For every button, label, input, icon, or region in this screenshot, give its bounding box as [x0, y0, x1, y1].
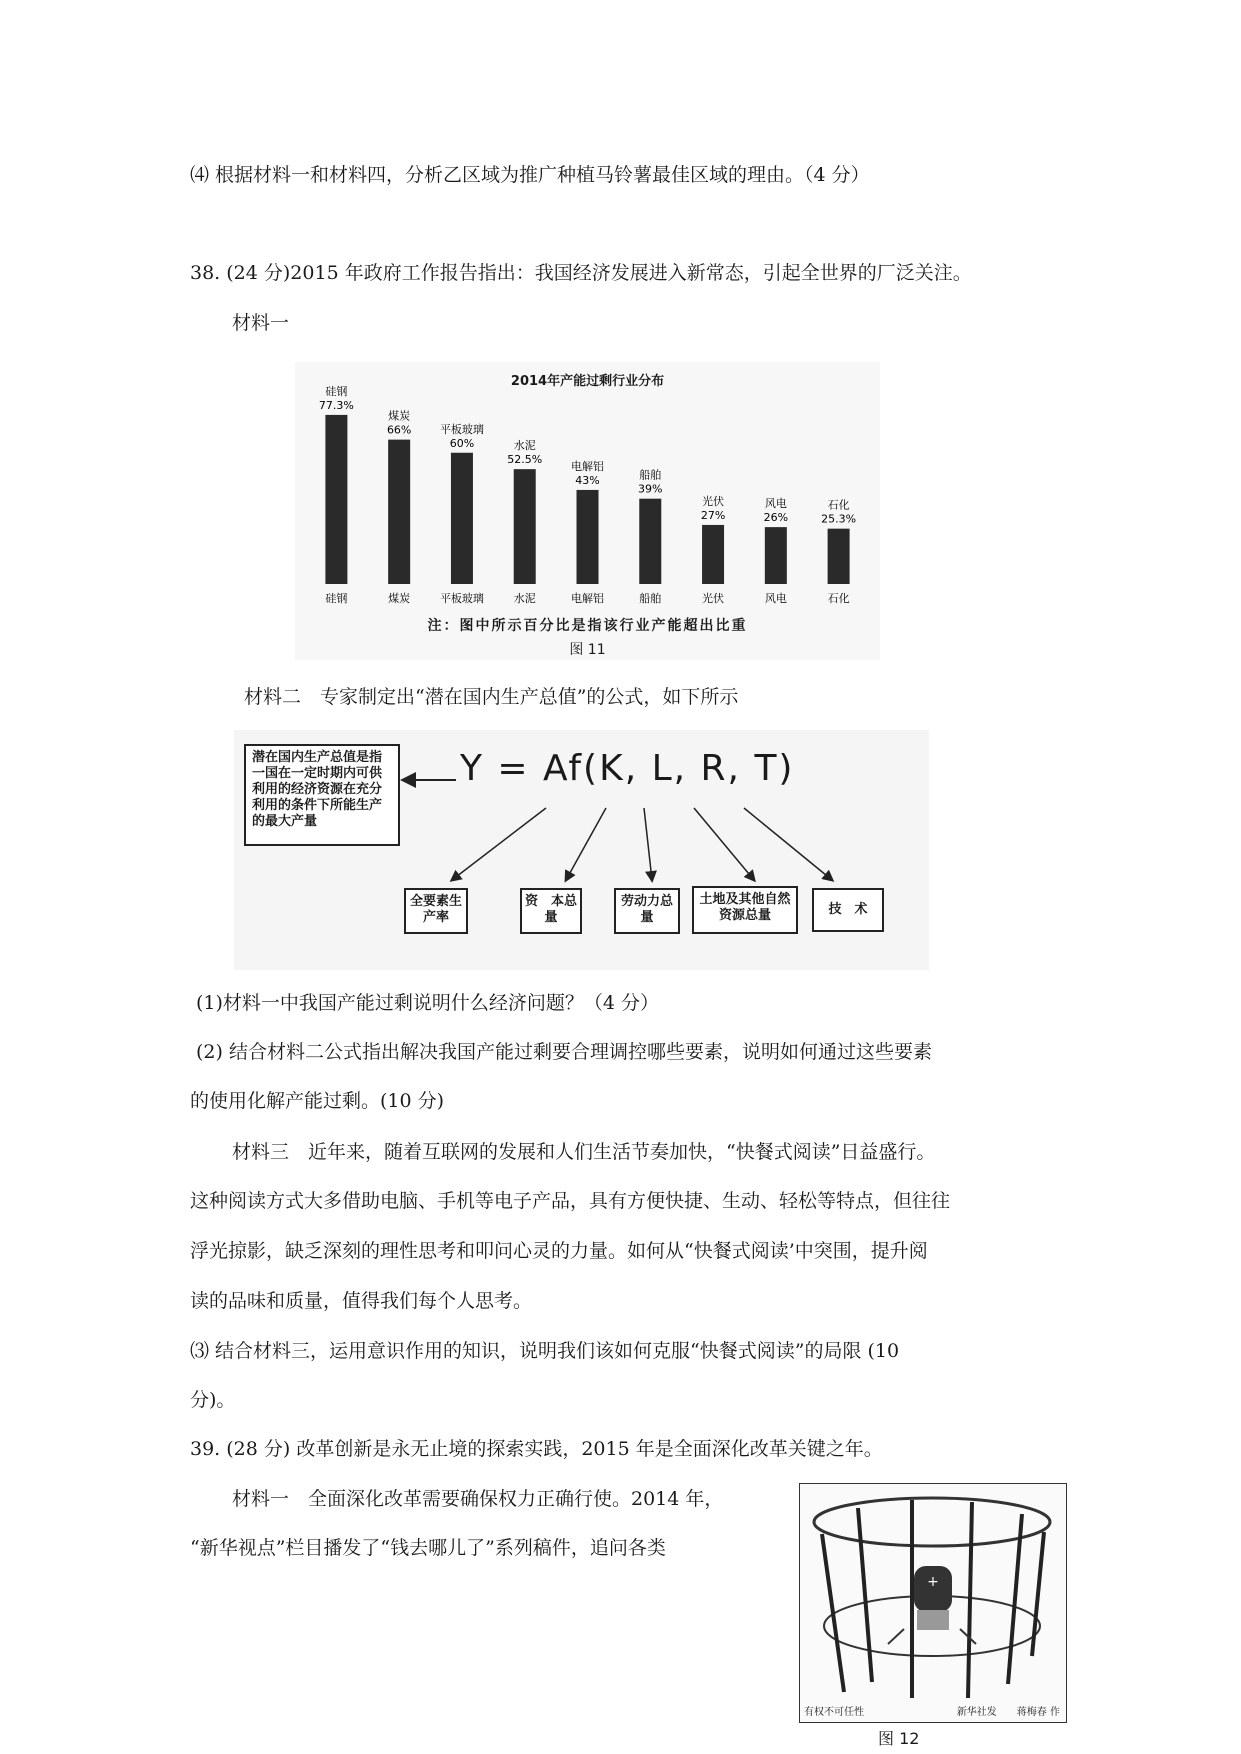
overcapacity-bar-chart [295, 362, 880, 660]
question-39-material1-line1: 材料一 全面深化改革需要确保权力正确行使。2014 年， [232, 1488, 724, 1510]
figure-11-caption: 图 11 [569, 642, 606, 658]
question-39-intro: 39. (28 分) 改革创新是永无止境的探索实践，2015 年是全面深化改革关键之年。 [190, 1438, 883, 1460]
box-capital-total: 资 本总 量 [520, 888, 582, 934]
material-3-line3: 浮光掠影，缺乏深刻的理性思考和叩问心灵的力量。如何从“快餐式阅读’中突围，提升阅 [190, 1240, 928, 1262]
question-38-2-line1: (2) 结合材料二公式指出解决我国产能过剩要合理调控哪些要素，说明如何通过这些要素 [196, 1041, 932, 1063]
cartoon-credit: 新华社发 蒋梅春 作 [956, 1707, 1060, 1718]
cartoon-image [799, 1483, 1067, 1723]
bar-category-label-top: 船舶 [639, 468, 662, 482]
bar-3 [514, 469, 536, 584]
bar-1 [388, 440, 410, 584]
bar-category-label-top: 光伏 [702, 494, 725, 508]
box-total-factor-productivity: 全要素生产率 [404, 888, 468, 934]
bar-6 [702, 525, 724, 584]
bar-7 [765, 527, 787, 584]
bar-category-label-top: 电解铝 [571, 459, 604, 473]
potential-gdp-definition-box: 潜在国内生产总值是指一国在一定时期内可供利用的经济资源在充分利用的条件下所能生产的最大产量 [244, 744, 400, 846]
question-38-2-line2: 的使用化解产能过剩。(10 分) [190, 1090, 445, 1112]
x-tick-label: 硅钢 [325, 592, 348, 605]
x-tick-label: 平板玻璃 [439, 592, 484, 605]
x-tick-label: 光伏 [702, 592, 725, 605]
bar-value-label: 27% [700, 508, 726, 522]
question-39-material1-line2: “新华视点”栏目播发了“钱去哪儿了”系列稿件，追问各类 [190, 1537, 666, 1559]
bar-category-label-top: 平板玻璃 [439, 422, 484, 436]
bar-value-label: 26% [763, 511, 789, 525]
material-2: 材料二 专家制定出“潜在国内生产总值”的公式，如下所示 [244, 686, 739, 708]
question-38-1: (1)材料一中我国产能过剩说明什么经济问题？（4 分） [196, 992, 660, 1014]
potential-gdp-formula: Y = Af(K, L, R, T) [460, 748, 795, 789]
material-3-line1: 材料三 近年来，随着互联网的发展和人们生活节奏加快，“快餐式阅读”日益盛行。 [232, 1141, 936, 1163]
question-38-3-line1: ⑶ 结合材料三，运用意识作用的知识，说明我们该如何克服“快餐式阅读”的局限 (10 [190, 1340, 900, 1362]
question-37-4: ⑷ 根据材料一和材料四，分析乙区域为推广种植马铃薯最佳区域的理由。（4 分） [190, 164, 870, 186]
question-38-3-line2: 分)。 [190, 1389, 236, 1411]
x-tick-label: 船舶 [639, 592, 662, 605]
x-tick-label: 水泥 [513, 592, 536, 605]
bar-4 [577, 490, 599, 584]
bar-category-label-top: 水泥 [513, 439, 536, 453]
x-tick-label: 风电 [764, 592, 787, 605]
cartoon-title: 有权不可任性 [804, 1707, 864, 1718]
x-tick-label: 石化 [827, 592, 850, 605]
material-3-line4: 读的品味和质量，值得我们每个人思考。 [190, 1290, 533, 1312]
question-38-intro: 38. (24 分)2015 年政府工作报告指出：我国经济发展进入新常态，引起全世界的厂泛关注。 [190, 262, 972, 284]
chart-plot [295, 382, 880, 632]
box-labor-total: 劳动力总 量 [614, 888, 680, 934]
bar-category-label-top: 硅钢 [325, 384, 348, 398]
potential-gdp-formula-figure [234, 730, 929, 970]
arrow-t [744, 808, 832, 880]
bar-value-label: 66% [386, 423, 412, 437]
bar-2 [451, 453, 473, 584]
bar-value-label: 60% [449, 436, 475, 450]
bar-category-label-top: 风电 [764, 497, 787, 511]
arrow-k [566, 808, 606, 880]
arrow-a [452, 808, 546, 880]
figure-12-caption: 图 12 [878, 1729, 920, 1748]
bar-value-label: 25.3% [821, 512, 857, 526]
svg-text:+: + [927, 1574, 939, 1590]
bar-value-label: 43% [575, 473, 600, 487]
x-tick-label: 煤炭 [388, 592, 411, 605]
x-tick-label: 电解铝 [571, 592, 604, 605]
cartoon-drawing [800, 1484, 1066, 1722]
bar-category-label-top: 石化 [827, 498, 850, 512]
arrow-l [644, 808, 652, 880]
bar-0 [325, 415, 347, 584]
material-3-line2: 这种阅读方式大多借助电脑、手机等电子产品，具有方便快捷、生动、轻松等特点，但往往 [190, 1190, 951, 1212]
bar-value-label: 52.5% [507, 453, 543, 467]
box-technology: 技 术 [812, 888, 884, 932]
chart-note: 注：图中所示百分比是指该行业产能超出比重 [427, 618, 748, 634]
bar-value-label: 77.3% [318, 398, 354, 412]
bar-value-label: 39% [638, 482, 663, 496]
bar-category-label-top: 煤炭 [388, 409, 411, 423]
box-land-resources-total: 土地及其他自然资源总量 [692, 886, 798, 934]
bar-8 [828, 529, 850, 584]
chart-title: 2014年产能过剩行业分布 [510, 374, 665, 389]
material-1-label: 材料一 [232, 312, 290, 334]
bar-5 [639, 499, 661, 584]
arrow-r [694, 808, 754, 880]
